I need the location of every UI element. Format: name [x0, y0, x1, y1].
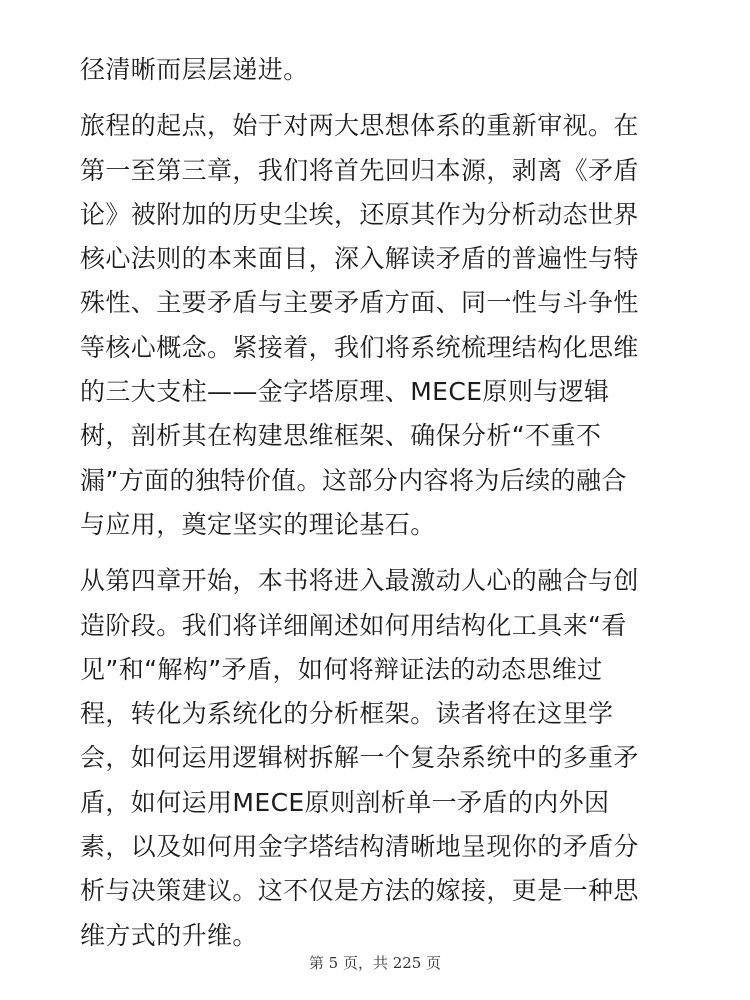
paragraph-1	[80, 48, 680, 92]
text-line: 第一至第三章，我们将首先回归本源，剥离《矛盾	[80, 155, 639, 185]
text-line: 核心法则的本来面目，深入解读矛盾的普遍性与特	[80, 244, 639, 274]
paragraph-2	[80, 104, 680, 547]
text-line: 旅程的起点，始于对两大思想体系的重新审视。在	[80, 111, 639, 141]
text-line: 径清晰而层层递进。	[80, 55, 309, 84]
text-line: 会，如何运用逻辑树拆解一个复杂系统中的多重矛	[80, 743, 639, 773]
text-line: 盾，如何运用MECE原则剖析单一矛盾的内外因	[80, 787, 610, 817]
text-line: 素，以及如何用金字塔结构清晰地呈现你的矛盾分	[80, 832, 639, 862]
text-line: 与应用，奠定坚实的理论基石。	[80, 509, 436, 539]
text-line: 析与决策建议。这不仅是方法的嫁接，更是一种思	[80, 876, 639, 906]
text-line: 造阶段。我们将详细阐述如何用结构化工具来“看	[80, 610, 627, 640]
text-line: 从第四章开始，本书将进入最激动人心的融合与创	[80, 566, 639, 596]
page-number-footer: 第 5 页，共 225 页	[308, 954, 442, 972]
text-line: 等核心概念。紧接着，我们将系统梳理结构化思维	[80, 332, 639, 362]
text-line: 树，剖析其在构建思维框架、确保分析“不重不	[80, 421, 602, 451]
paragraph-3	[80, 559, 680, 958]
text-line: 的三大支柱——金字塔原理、MECE原则与逻辑	[80, 377, 610, 407]
text-line: 程，转化为系统化的分析框架。读者将在这里学	[80, 699, 614, 729]
text-line: 维方式的升维。	[80, 920, 258, 950]
text-line: 漏”方面的独特价值。这部分内容将为后续的融合	[80, 465, 627, 495]
body-text	[80, 48, 680, 958]
text-line: 殊性、主要矛盾与主要矛盾方面、同一性与斗争性	[80, 288, 639, 318]
text-line: 见”和“解构”矛盾，如何将辩证法的动态思维过	[80, 654, 603, 684]
text-line: 论》被附加的历史尘埃，还原其作为分析动态世界	[80, 199, 639, 229]
